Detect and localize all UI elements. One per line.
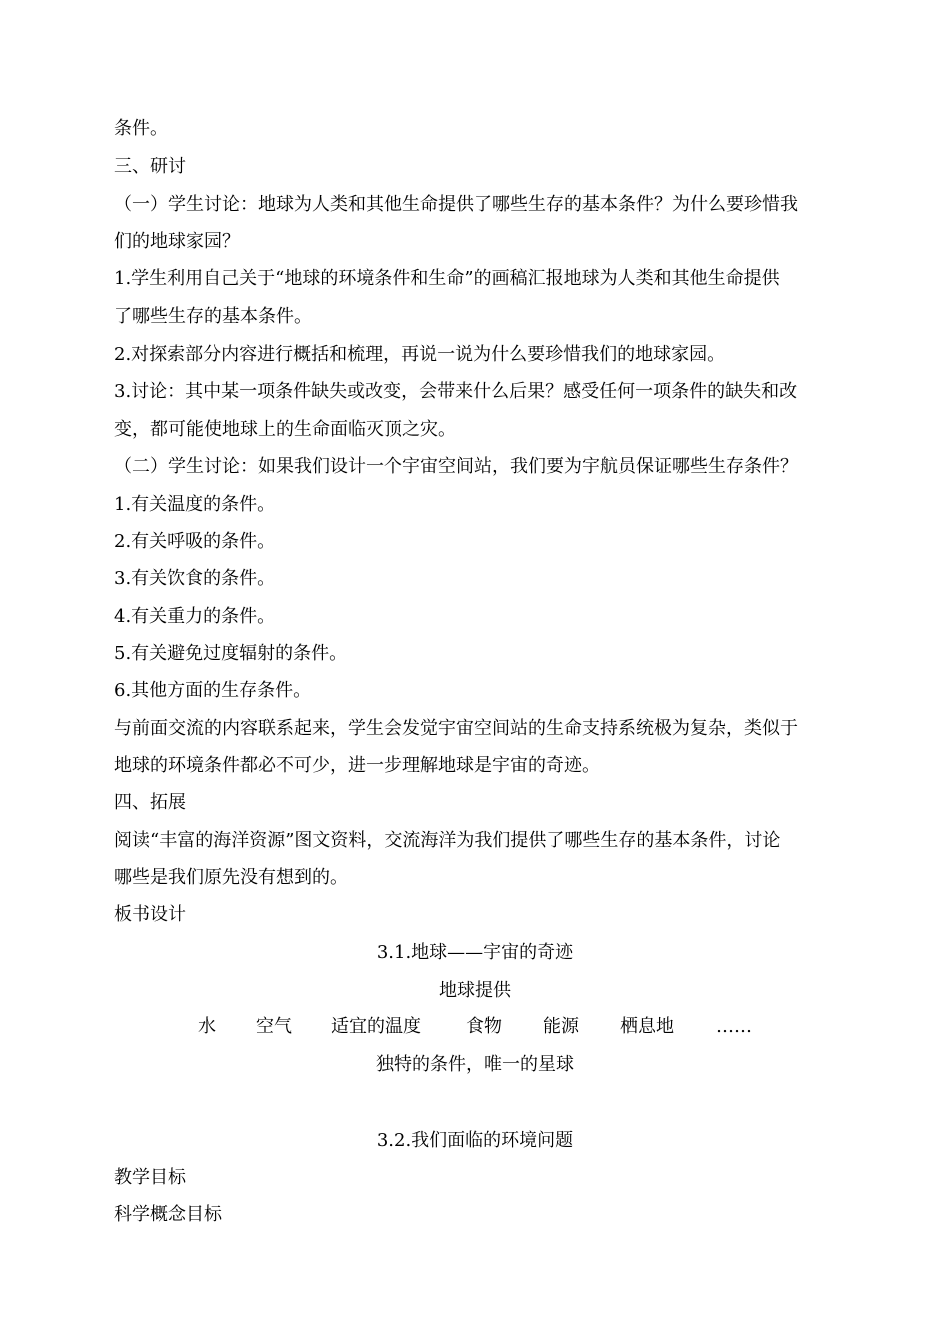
item-one-line1: 1.学生利用自己关于“地球的环境条件和生命”的画稿汇报地球为人类和其他生命提供	[114, 268, 780, 289]
extension-line1: 阅读“丰富的海洋资源”图文资料，交流海洋为我们提供了哪些生存的基本条件，讨论	[114, 830, 781, 851]
teaching-goal-heading: 教学目标	[114, 1167, 186, 1188]
discussion-one-line1: （一）学生讨论：地球为人类和其他生命提供了哪些生存的基本条件？为什么要珍惜我	[114, 194, 798, 215]
discussion-one-line2: 们的地球家园？	[114, 231, 240, 252]
summary-line1: 与前面交流的内容联系起来，学生会发觉宇宙空间站的生命支持系统极为复杂，类似于	[114, 718, 798, 739]
section-heading: 四、拓展	[114, 792, 186, 813]
summary-line2: 地球的环境条件都必不可少，进一步理解地球是宇宙的奇迹。	[114, 755, 600, 776]
condition-item: 6.其他方面的生存条件。	[114, 680, 312, 701]
board-item: 空气	[256, 1016, 292, 1037]
extension-line2: 哪些是我们原先没有想到的。	[114, 867, 348, 888]
section-heading: 三、研讨	[114, 156, 186, 177]
item-one-line2: 了哪些生存的基本条件。	[114, 306, 312, 327]
board-design-heading: 板书设计	[114, 904, 186, 925]
board-item: 水	[198, 1016, 216, 1037]
board-item: 适宜的温度	[331, 1016, 421, 1037]
item-three-line1: 3.讨论：其中某一项条件缺失或改变，会带来什么后果？感受任何一项条件的缺失和改	[114, 381, 798, 402]
condition-item: 1.有关温度的条件。	[114, 494, 276, 515]
condition-item: 2.有关呼吸的条件。	[114, 531, 276, 552]
discussion-two: （二）学生讨论：如果我们设计一个宇宙空间站，我们要为宇航员保证哪些生存条件？	[114, 456, 798, 477]
board-provide: 地球提供	[439, 980, 511, 1001]
concept-goal-heading: 科学概念目标	[114, 1204, 222, 1225]
board-conclusion: 独特的条件，唯一的星球	[376, 1054, 574, 1075]
paragraph-text: 条件。	[114, 118, 168, 139]
board-items-row	[0, 1016, 950, 1038]
condition-item: 5.有关避免过度辐射的条件。	[114, 643, 348, 664]
condition-item: 4.有关重力的条件。	[114, 606, 276, 627]
item-two: 2.对探索部分内容进行概括和梳理，再说一说为什么要珍惜我们的地球家园。	[114, 344, 726, 365]
lesson-title: 3.2.我们面临的环境问题	[376, 1130, 574, 1151]
board-title: 3.1.地球——宇宙的奇迹	[376, 942, 574, 963]
condition-item: 3.有关饮食的条件。	[114, 568, 276, 589]
board-item: 食物	[466, 1016, 502, 1037]
board-item: 栖息地	[620, 1016, 674, 1037]
board-item: ……	[716, 1016, 752, 1037]
item-three-line2: 变，都可能使地球上的生命面临灭顶之灾。	[114, 419, 456, 440]
board-item: 能源	[543, 1016, 579, 1037]
